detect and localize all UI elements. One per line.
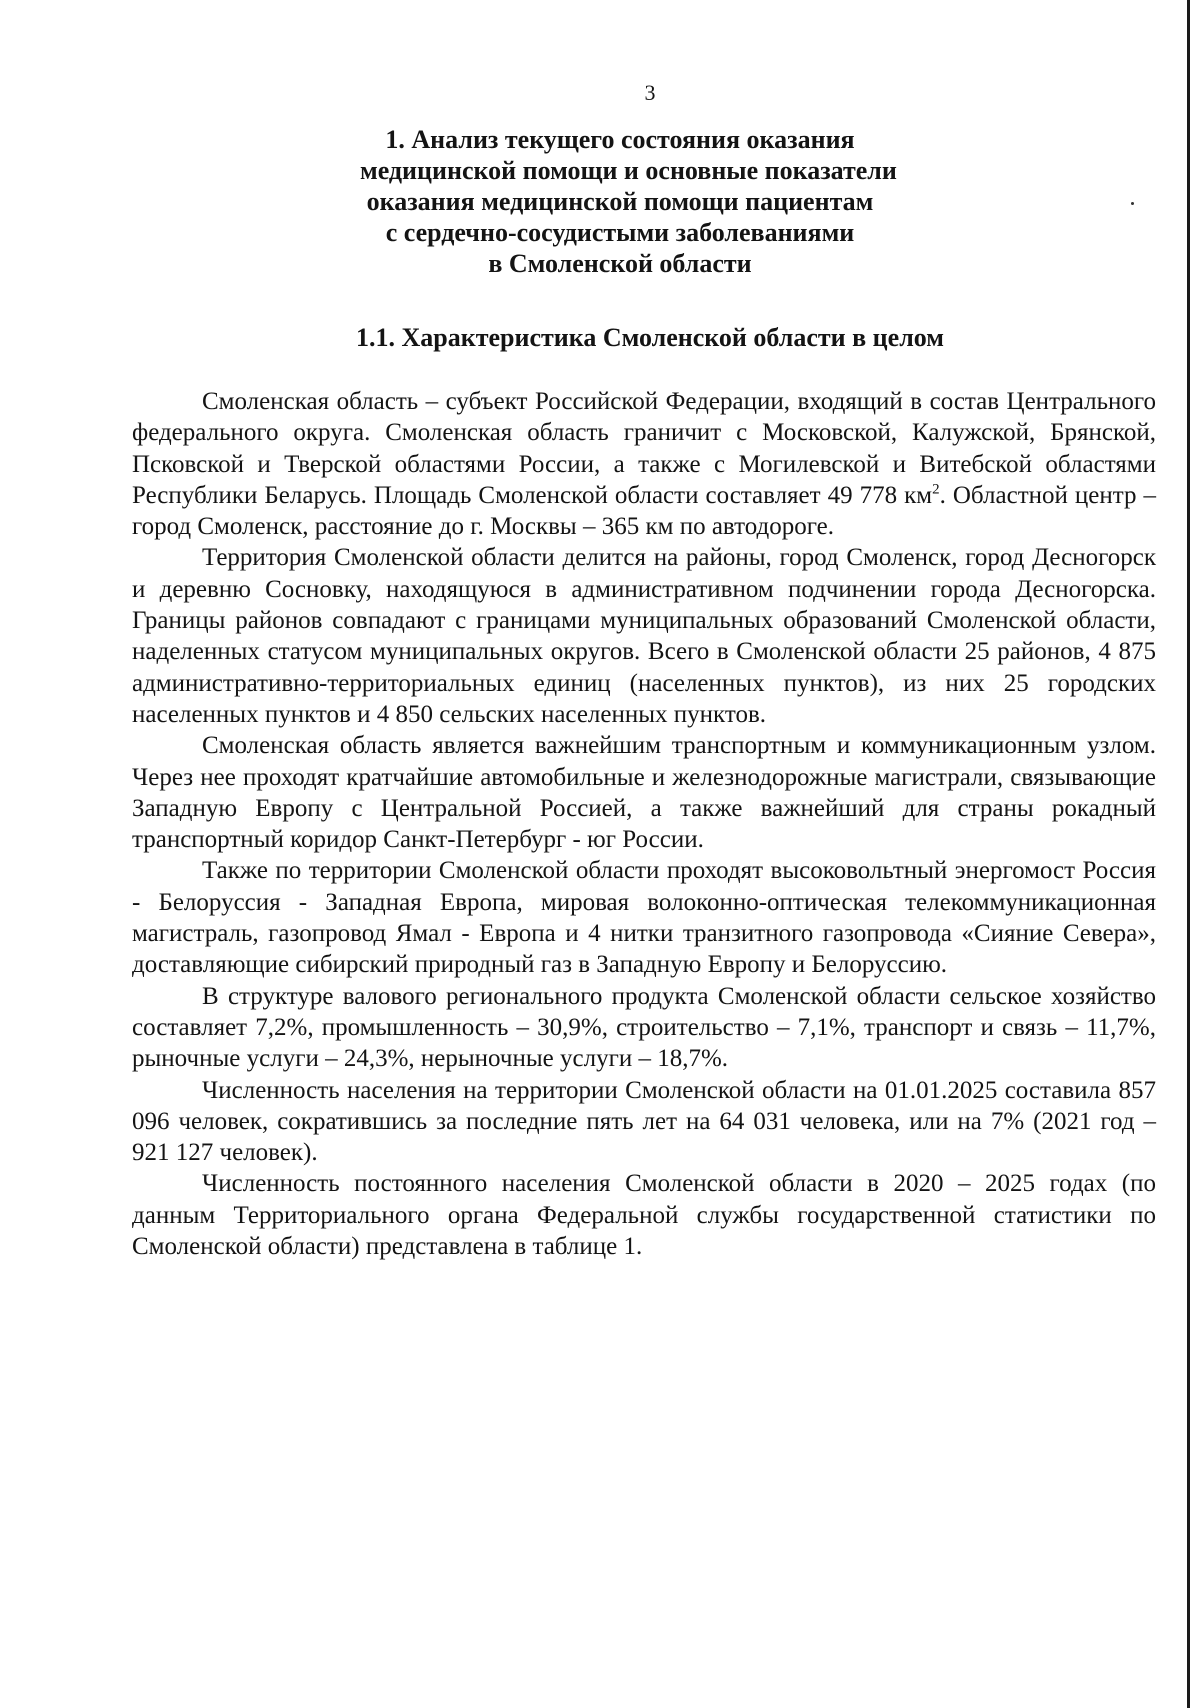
title-line: оказания медицинской помощи пациентам (366, 187, 874, 216)
title-line: с сердечно-сосудистыми заболеваниями (385, 218, 855, 247)
paragraph: Территория Смоленской области делится на районы, город Смоленск, город Десногорск и деревню Сосновку, находящуюся в административном подчинении города Десногорска. Границы районов совпадают с границами муниципальных образований Смоленской области, наделенных статусом муниципальных округов. Всего в Смоленской области 25 районов, 4 875 административно-территориальных единиц (населенных пунктов), из них 25 городских населенных пунктов и 4 850 сельских населенных пунктов. (132, 544, 1156, 728)
paragraph: Смоленская область является важнейшим транспортным и коммуникационным узлом. Через нее проходят кратчайшие автомобильные и железнодорожные магистрали, связывающие Западную Европу с Центральной Россией, а также важнейший для страны рокадный транспортный коридор Санкт-Петербург - юг России. (132, 732, 1156, 854)
paragraph-text: . Областной центр – город Смоленск, расстояние до г. Москвы – 365 км по автодороге. (132, 481, 1156, 541)
title-line: 1. Анализ текущего состояния оказания (385, 125, 855, 154)
paragraph: Также по территории Смоленской области проходят высоковольтный энергомост Россия - Белоруссия - Западная Европа, мировая волоконно-оптическая телекоммуникационная магистраль, газопровод Ямал - Европа и 4 нитки транзитного газопровода «Сияние Севера», доставляющие сибирский природный газ в Западную Европу и Белоруссию. (132, 857, 1156, 979)
paragraph: Численность населения на территории Смоленской области на 01.01.2025 составила 857 096 человек, сократившись за последние пять лет на 64 031 человека, или на 7% (2021 год – 921 127 человек). (132, 1076, 1156, 1167)
scan-edge-line (1187, 0, 1190, 1708)
title-line: медицинской помощи и основные показатели (360, 156, 897, 185)
document-title (360, 124, 897, 279)
paragraph (132, 386, 1156, 542)
superscript: 2 (932, 481, 940, 498)
page-number: 3 (644, 80, 656, 105)
scan-speck (1131, 202, 1134, 205)
section-body (132, 386, 1156, 1262)
title-line: в Смоленской области (488, 249, 752, 278)
section-heading: 1.1. Характеристика Смоленской области в целом (355, 323, 944, 352)
paragraph-text: Смоленская область – субъект Российской Федерации, входящий в состав Центрального федерального округа. Смоленская область граничит с Московской, Калужской, Брянской, Псковской и Тверской областями России, а также с Могилевской и Витебской областями Республики Беларусь. Площадь Смоленской области составляет 49 778 км (132, 388, 1156, 509)
paragraph: В структуре валового регионального продукта Смоленской области сельское хозяйство составляет 7,2%, промышленность – 30,9%, строительство – 7,1%, транспорт и связь – 11,7%, рыночные услуги – 24,3%, нерыночные услуги – 18,7%. (132, 982, 1156, 1073)
paragraph: Численность постоянного населения Смоленской области в 2020 – 2025 годах (по данным Территориального органа Федеральной службы государственной статистики по Смоленской области) представлена в таблице 1. (132, 1170, 1156, 1261)
